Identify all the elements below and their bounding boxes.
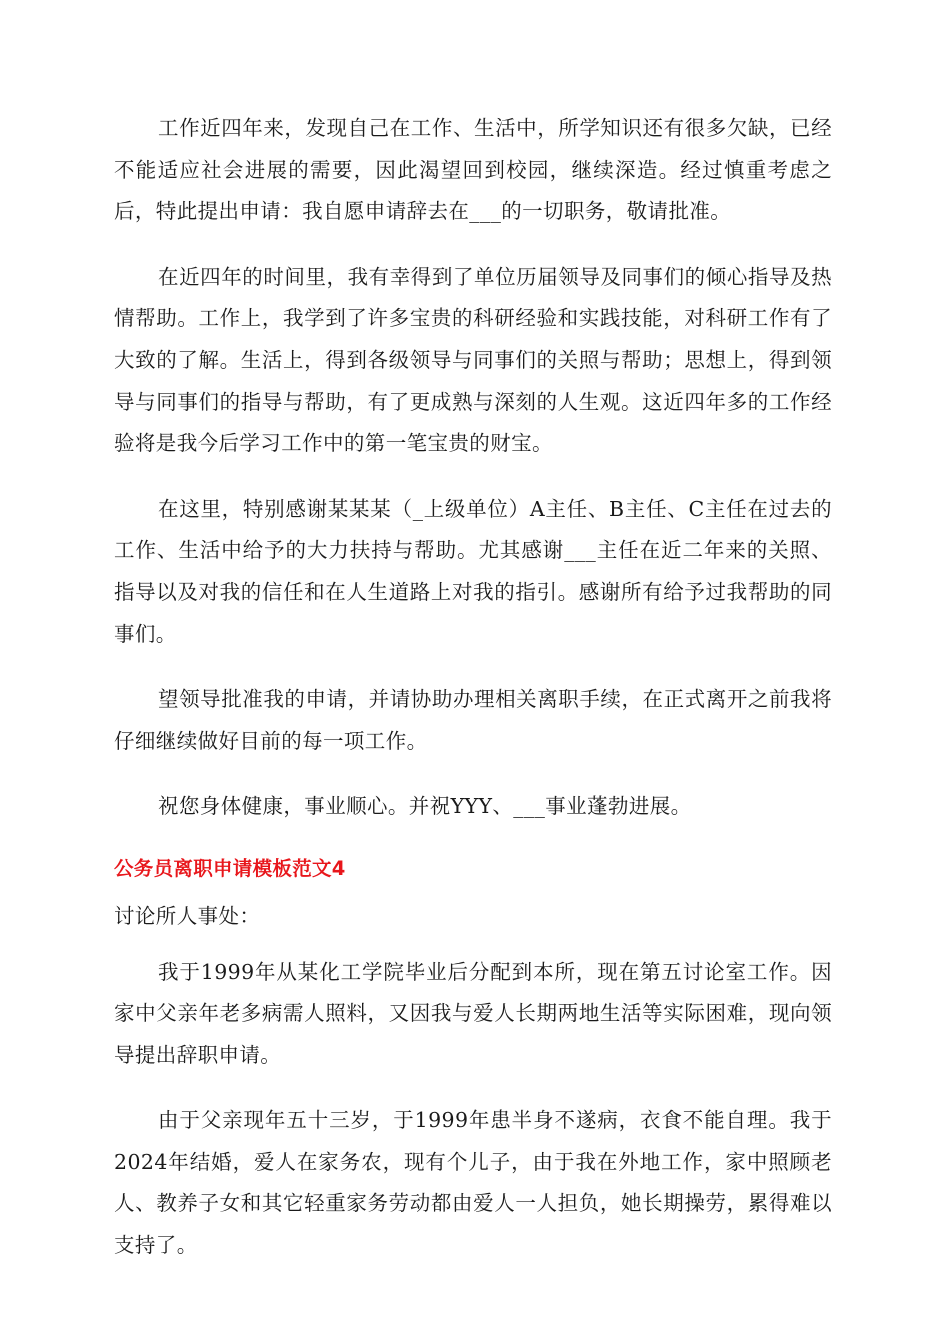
salutation: 讨论所人事处： <box>114 903 261 928</box>
section-heading: 公务员离职申请模板范文4 <box>114 856 346 880</box>
body-paragraph-5: 我于1999年从某化工学院毕业后分配到本所，现在第五讨论室工作。因家中父亲年老多病需人照料，又因我与爱人长期两地生活等实际困难，现向领导提出辞职申请。 <box>114 959 832 1067</box>
body-paragraph-1: 工作近四年来，发现自己在工作、生活中，所学知识还有很多欠缺，已经不能适应社会进展的需要，因此渴望回到校园，继续深造。经过慎重考虑之后，特此提出申请：我自愿申请辞去在___的一切职务，敬请批准。 <box>114 116 832 224</box>
body-paragraph-4: 望领导批准我的申请，并请协助办理相关离职手续，在正式离开之前我将仔细继续做好目前的每一项工作。 <box>114 687 832 753</box>
body-paragraph-2: 在近四年的时间里，我有幸得到了单位历届领导及同事们的倾心指导及热情帮助。工作上，我学到了许多宝贵的科研经验和实践技能，对科研工作有了大致的了解。生活上，得到各级领导与同事们的关照与帮助；思想上，得到领导与同事们的指导与帮助，有了更成熟与深刻的人生观。这近四年多的工作经验将是我今后学习工作中的第一笔宝贵的财宝。 <box>114 264 832 456</box>
body-paragraph-6: 由于父亲现年五十三岁，于1999年患半身不遂病，衣食不能自理。我于2024年结婚，爱人在家务农，现有个儿子，由于我在外地工作，家中照顾老人、教养子女和其它轻重家务劳动都由爱人一人担负，她长期操劳，累得难以支持了。 <box>114 1108 832 1258</box>
body-paragraph-3: 在这里，特别感谢某某某（_上级单位）A主任、B主任、C主任在过去的工作、生活中给予的大力扶持与帮助。尤其感谢___主任在近二年来的关照、指导以及对我的信任和在人生道路上对我的指引。感谢所有给予过我帮助的同事们。 <box>114 496 832 646</box>
closing-wishes: 祝您身体健康，事业顺心。并祝YYY、___事业蓬勃进展。 <box>158 794 692 819</box>
